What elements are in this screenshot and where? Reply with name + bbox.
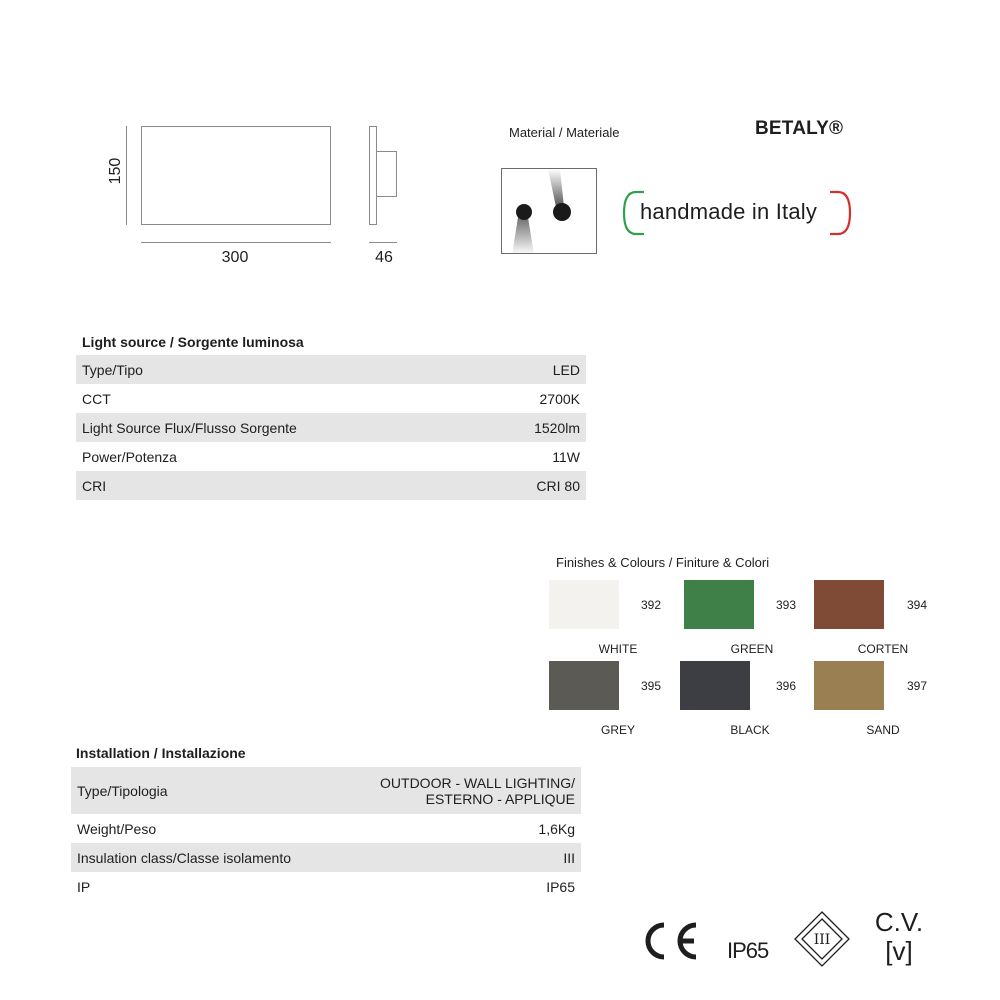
finish-swatch-green — [684, 580, 754, 629]
row-label: Insulation class/Classe isolamento — [77, 849, 291, 866]
cv-mark-line: C.V. — [874, 907, 924, 937]
table-row — [76, 413, 586, 442]
row-value-line: OUTDOOR - WALL LIGHTING/ — [380, 774, 575, 791]
material-label: Material / Materiale — [509, 125, 620, 140]
finish-name: BLACK — [730, 723, 770, 737]
front-view-drawing — [141, 126, 331, 225]
table-row — [71, 814, 581, 843]
light-source-title: Light source / Sorgente luminosa — [82, 334, 304, 350]
finish-code: 393 — [776, 598, 797, 612]
finish-name: SAND — [866, 723, 900, 737]
table-row — [76, 471, 586, 500]
row-value: IP65 — [546, 878, 575, 895]
finishes-title: Finishes & Colours / Finiture & Colori — [556, 555, 770, 570]
finish-swatch-corten — [814, 580, 884, 629]
finish-code: 392 — [641, 598, 662, 612]
material-icon — [501, 168, 597, 254]
ip-rating-mark: IP65 — [727, 938, 769, 963]
finish-code: 395 — [641, 679, 662, 693]
row-label: Type/Tipologia — [77, 782, 168, 799]
finish-swatch-sand — [814, 661, 884, 710]
depth-dimension-line — [369, 242, 397, 243]
row-value: III — [563, 849, 575, 866]
ce-mark-icon — [640, 920, 700, 962]
row-value-line: ESTERNO - APPLIQUE — [425, 790, 575, 807]
finish-name: GREY — [600, 723, 635, 737]
finish-swatch-black — [680, 661, 750, 710]
row-label: Light Source Flux/Flusso Sorgente — [82, 419, 297, 436]
finish-name: CORTEN — [857, 642, 909, 656]
cv-mark-line: [v] — [885, 936, 913, 966]
width-dimension-line — [141, 242, 331, 243]
row-value: 1520lm — [534, 419, 580, 436]
lamp-light-icon — [502, 169, 597, 254]
table-row — [71, 767, 581, 814]
row-value: LED — [552, 361, 580, 378]
table-row — [71, 843, 581, 872]
insulation-class-text: III — [813, 932, 831, 948]
light-source-table — [76, 355, 586, 500]
row-value: 2700K — [539, 390, 580, 407]
row-label: IP — [77, 878, 91, 895]
table-row — [71, 872, 581, 901]
row-label: Type/Tipo — [82, 361, 143, 378]
width-dimension-label: 300 — [221, 249, 249, 266]
installation-table — [71, 767, 581, 901]
side-view-box — [376, 151, 397, 197]
finish-swatch-white — [549, 580, 619, 629]
row-label: CRI — [82, 477, 107, 494]
row-value: 11W — [552, 448, 580, 465]
depth-dimension-label: 46 — [375, 249, 393, 266]
row-label: CCT — [82, 390, 111, 407]
row-label: Weight/Peso — [77, 820, 157, 837]
row-value: 1,6Kg — [538, 820, 575, 837]
cv-mark — [872, 908, 926, 966]
row-label: Power/Potenza — [82, 448, 177, 465]
brand-logo: BETALY® — [755, 118, 844, 139]
height-dimension-label: 150 — [107, 157, 124, 185]
finish-name: GREEN — [730, 642, 774, 656]
installation-title: Installation / Installazione — [76, 745, 246, 761]
row-value: CRI 80 — [536, 477, 580, 494]
insulation-class-icon — [793, 910, 851, 968]
finish-name: WHITE — [598, 642, 638, 656]
finish-swatch-grey — [549, 661, 619, 710]
finish-code: 396 — [776, 679, 797, 693]
handmade-in-italy-text: handmade in Italy — [640, 199, 818, 224]
table-row — [76, 442, 586, 471]
table-row — [76, 384, 586, 413]
table-row — [76, 355, 586, 384]
finish-code: 397 — [907, 679, 928, 693]
height-dimension-line — [126, 126, 127, 225]
finish-code: 394 — [907, 598, 928, 612]
row-value — [380, 775, 575, 807]
